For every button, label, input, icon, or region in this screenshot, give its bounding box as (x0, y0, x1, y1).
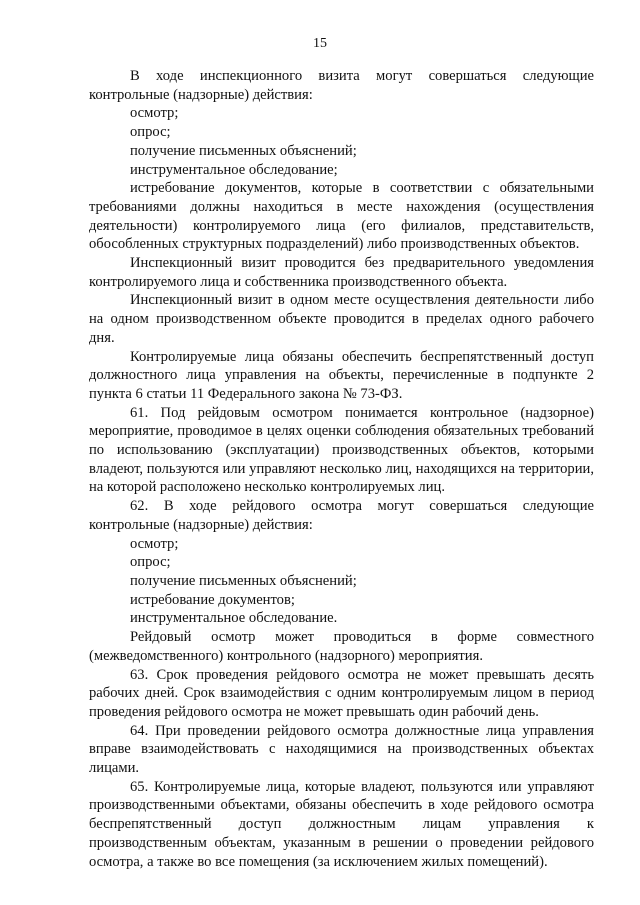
paragraph-63: 63. Срок проведения рейдового осмотра не может превышать десять рабочих дней. Срок взаимодействия с одним контролируемым лицом в период проведения рейдового осмотра не может превышать один рабочий день. (89, 666, 594, 720)
list-item: получение письменных объяснений; (130, 572, 357, 589)
list-item: осмотр; (130, 535, 179, 552)
page-number: 15 (313, 36, 327, 51)
paragraph-one-day: Инспекционный визит в одном месте осуществления деятельности либо на одном производственном объекте проводится в пределах одного рабочего дня. (89, 292, 594, 346)
paragraph-62: 62. В ходе рейдового осмотра могут совершаться следующие контрольные (надзорные) действия: (89, 498, 594, 533)
paragraph-64: 64. При проведении рейдового осмотра должностные лица управления вправе взаимодействовать с находящимися на производственных объектах лицами. (89, 722, 594, 777)
document-body (89, 67, 594, 871)
list-item: истребование документов; (130, 591, 295, 608)
list-item: инструментальное обследование; (130, 161, 338, 178)
list-item: опрос; (130, 124, 171, 141)
paragraph-inspection-actions-intro: В ходе инспекционного визита могут совершаться следующие контрольные (надзорные) действия: (89, 68, 594, 103)
list-item: осмотр; (130, 105, 179, 122)
list-item: получение письменных объяснений; (130, 142, 357, 159)
paragraph-65: 65. Контролируемые лица, которые владеют, пользуются или управляют производственными объектами, обязаны обеспечить в ходе рейдового осмотра беспрепятственный доступ должностным лицам управления к производственным объектам, указанным в решении о проведении рейдового осмотра, а также во все помещения (за исключением жилых помещений). (89, 778, 594, 870)
paragraph-61: 61. Под рейдовым осмотром понимается контрольное (надзорное) мероприятие, проводимое в целях оценки соблюдения обязательных требований по использованию (эксплуатации) производственных объектов, которыми владеют, пользуются или управляют несколько лиц, находящихся на территории, на которой расположено несколько контролируемых лиц. (89, 404, 594, 496)
paragraph-no-notice: Инспекционный визит проводится без предварительного уведомления контролируемого лица и собственника производственного объекта. (89, 255, 594, 290)
list-item: опрос; (130, 554, 171, 571)
paragraph-access: Контролируемые лица обязаны обеспечить беспрепятственный доступ должностного лица управления на объекты, перечисленные в подпункте 2 пункта 6 статьи 11 Федерального закона № 73-ФЗ. (89, 348, 594, 402)
paragraph-documents-request: истребование документов, которые в соответствии с обязательными требованиями должны находиться в месте нахождения (осуществления деятельности) контролируемого лица (его филиалов, представительств, обособленных структурных подразделений) либо производственных объектов. (89, 180, 594, 253)
paragraph-joint-raid: Рейдовый осмотр может проводиться в форме совместного (межведомственного) контрольного (надзорного) мероприятия. (89, 629, 594, 664)
list-item: инструментальное обследование. (130, 610, 338, 627)
